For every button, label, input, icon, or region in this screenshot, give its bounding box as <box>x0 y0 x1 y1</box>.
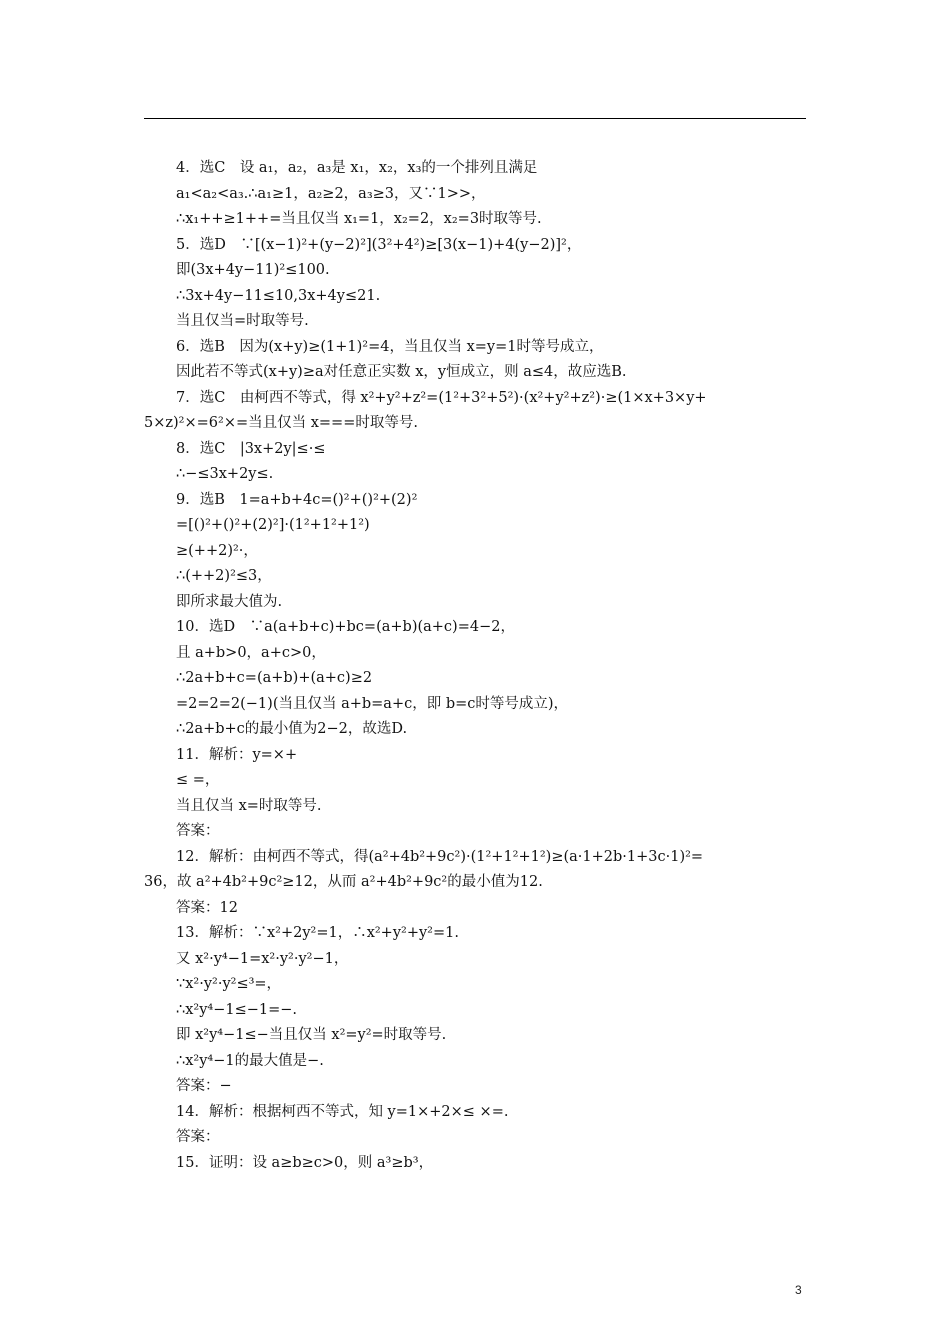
text-line: 答案：12 <box>176 899 238 916</box>
text-line: 7．选C 由柯西不等式，得 x²+y²+z²=(1²+3²+5²)·(x²+y²+z²)·≥(1×x+3×y+ <box>176 389 707 406</box>
text-line: ∴x²y⁴−1的最大值是−. <box>176 1052 324 1069</box>
text-line: 15．证明：设 a≥b≥c>0，则 a³≥b³， <box>176 1154 434 1171</box>
text-line: 即 x²y⁴−1≤−当且仅当 x²=y²=时取等号. <box>176 1027 447 1043</box>
text-line: 14．解析：根据柯西不等式，知 y=1×+2×≤ ×=. <box>176 1103 509 1120</box>
text-line: a₁<a₂<a₃.∴a₁≥1，a₂≥2，a₃≥3，又∵1>>， <box>176 185 486 202</box>
text-line: 36，故 a²+4b²+9c²≥12，从而 a²+4b²+9c²的最小值为12. <box>144 874 543 890</box>
text-line: 即所求最大值为. <box>176 593 283 610</box>
text-line: 5．选D ∵[(x−1)²+(y−2)²](3²+4²)≥[3(x−1)+4(y−2)]²， <box>176 236 582 253</box>
text-line: 当且仅当 x=时取等号. <box>176 797 322 814</box>
text-line: ∴x²y⁴−1≤−1=−. <box>176 1001 298 1018</box>
text-line: ∴(++2)²≤3， <box>176 568 272 584</box>
text-line: 4．选C 设 a₁，a₂，a₃是 x₁，x₂，x₃的一个排列且满足 <box>176 160 538 176</box>
text-line: ≤ =， <box>176 772 220 788</box>
text-line: 12．解析：由柯西不等式，得(a²+4b²+9c²)·(1²+1²+1²)≥(a·1+2b·1+3c·1)²= <box>176 848 704 865</box>
text-line: =[()²+()²+(2)²]·(1²+1²+1²) <box>176 517 370 533</box>
text-line: 答案： <box>176 1129 220 1145</box>
text-line: 即(3x+4y−11)²≤100. <box>176 262 330 278</box>
text-line: 5×z)²×=6²×=当且仅当 x===时取等号. <box>144 415 418 431</box>
text-line: ≥(++2)²·， <box>176 542 258 559</box>
text-line: ∴2a+b+c=(a+b)+(a+c)≥2 <box>176 670 373 686</box>
text-line: 又 x²·y⁴−1=x²·y²·y²−1， <box>176 950 349 967</box>
page-number: 3 <box>795 1283 802 1297</box>
text-line: ∵x²·y²·y²≤³=， <box>176 976 282 992</box>
text-line: ∴2a+b+c的最小值为2−2，故选D. <box>176 721 408 737</box>
text-line: 6．选B 因为(x+y)≥(1+1)²=4，当且仅当 x=y=1时等号成立， <box>176 338 604 355</box>
text-line: 答案：− <box>176 1078 232 1094</box>
text-line: 因此若不等式(x+y)≥a对任意正实数 x，y恒成立，则 a≤4，故应选B. <box>176 364 627 380</box>
text-line: 9．选B 1=a+b+4c=()²+()²+(2)² <box>176 491 418 508</box>
text-line: 答案： <box>176 823 220 839</box>
solution-text <box>144 156 808 1176</box>
text-line: 8．选C |3x+2y|≤·≤ <box>176 440 326 457</box>
text-line: 11．解析：y=×+ <box>176 746 298 763</box>
text-line: ∴3x+4y−11≤10,3x+4y≤21. <box>176 287 381 304</box>
text-line: 13．解析：∵x²+2y²=1，∴x²+y²+y²=1. <box>176 925 459 941</box>
text-line: 10．选D ∵a(a+b+c)+bc=(a+b)(a+c)=4−2， <box>176 619 515 635</box>
text-line: 且 a+b>0，a+c>0， <box>176 644 326 661</box>
text-line: ∴−≤3x+2y≤. <box>176 466 274 482</box>
text-line: ∴x₁++≥1++=当且仅当 x₁=1，x₂=2，x₂=3时取等号. <box>176 211 542 227</box>
text-line: =2=2=2(−1)(当且仅当 a+b=a+c，即 b=c时等号成立)， <box>176 695 569 712</box>
header-rule <box>144 118 806 119</box>
text-line: 当且仅当=时取等号. <box>176 313 309 329</box>
